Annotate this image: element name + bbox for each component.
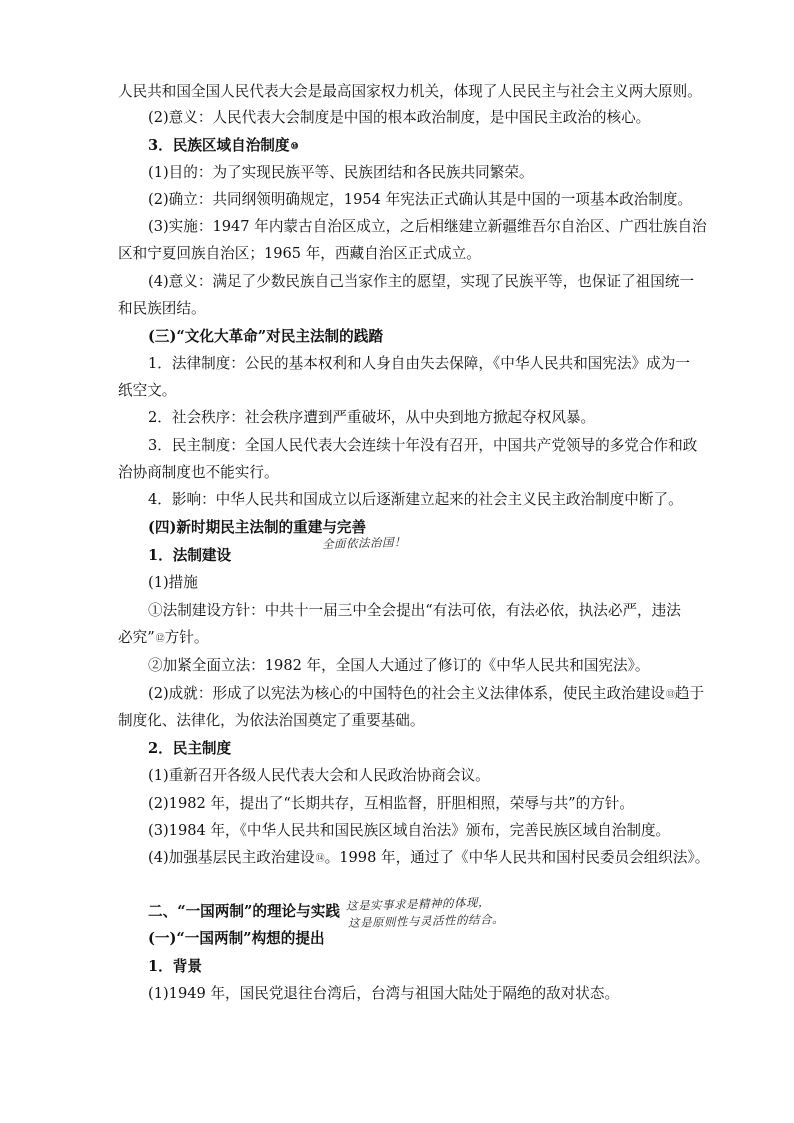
text-line-content: 2．社会秩序：社会秩序遭到严重破坏，从中央到地方掀起夺权风暴。 bbox=[148, 409, 596, 426]
text-line-content: (一)“一国两制”构想的提出 bbox=[148, 930, 325, 947]
text-line bbox=[148, 515, 754, 541]
text-line-content: 和民族团结。 bbox=[118, 300, 206, 317]
text-line-content: 制度化、法律化，为依法治国奠定了重要基础。 bbox=[118, 712, 425, 729]
text-line bbox=[148, 105, 754, 131]
text-line bbox=[148, 570, 754, 596]
text-line-content: (1)措施 bbox=[148, 574, 198, 591]
text-line-content: 3．民族区域自治制度 bbox=[148, 137, 290, 154]
text-line bbox=[148, 681, 754, 707]
text-line bbox=[118, 378, 754, 404]
text-line bbox=[118, 241, 754, 267]
text-line-content: 4．影响：中华人民共和国成立以后逐渐建立起来的社会主义民主政治制度中断了。 bbox=[148, 491, 683, 508]
text-line bbox=[118, 79, 754, 105]
annotation-marker: ⑬ bbox=[665, 690, 675, 700]
text-line bbox=[148, 653, 754, 679]
text-line bbox=[148, 160, 754, 186]
text-line bbox=[148, 845, 754, 871]
text-line bbox=[148, 133, 754, 159]
handwritten-note-line-2: 这是原则性与灵活性的结合。 bbox=[347, 911, 505, 931]
text-line-content: (1)目的：为了实现民族平等、民族团结和各民族共同繁荣。 bbox=[148, 164, 534, 181]
text-line-content: 3．民主制度：全国人民代表大会连续十年没有召开，中国共产党领导的多党合作和政 bbox=[148, 437, 698, 454]
text-line-content: (4)加强基层民主政治建设 bbox=[148, 849, 315, 866]
text-line bbox=[148, 598, 754, 624]
text-line-content: (1)重新召开各级人民代表大会和人民政治协商会议。 bbox=[148, 767, 490, 784]
text-line bbox=[148, 433, 754, 459]
text-line bbox=[148, 269, 754, 295]
text-line-content: (3)1984 年，《中华人民共和国民族区域自治法》颁布，完善民族区域自治制度。 bbox=[148, 822, 671, 839]
text-line-content: (四)新时期民主法制的重建与完善 bbox=[148, 519, 367, 536]
text-line-content: 人民共和国全国人民代表大会是最高国家权力机关，体现了人民民主与社会主义两大原则。 bbox=[118, 83, 702, 100]
handwritten-note-line-1: 这是实事求是精神的体现， bbox=[345, 895, 491, 913]
annotation-marker: ⑭ bbox=[315, 854, 325, 864]
text-line-content: 1．法制建设 bbox=[148, 547, 232, 564]
text-line-content: (2)1982 年，提出了“长期共存，互相监督，肝胆相照，荣辱与共”的方针。 bbox=[148, 795, 635, 812]
text-line bbox=[148, 187, 754, 213]
text-line bbox=[148, 791, 754, 817]
text-line-tail: 。1998 年，通过了《中华人民共和国村民委员会组织法》。 bbox=[324, 849, 710, 866]
text-line bbox=[148, 763, 754, 789]
text-line-content: (2)确立：共同纲领明确规定，1954 年宪法正式确认其是中国的一项基本政治制度。 bbox=[148, 191, 693, 208]
text-line bbox=[118, 460, 754, 486]
annotation-marker: ⑫ bbox=[155, 634, 165, 644]
text-line-content: (4)意义：满足了少数民族自己当家作主的愿望，实现了民族平等，也保证了祖国统一 bbox=[148, 273, 695, 290]
text-line bbox=[148, 954, 754, 980]
text-line-tail: 方针。 bbox=[164, 629, 209, 646]
text-line bbox=[148, 351, 754, 377]
handwritten-note-rule-of-law: 全面依法治国！ bbox=[321, 534, 407, 552]
text-line-content: 1．背景 bbox=[148, 958, 202, 975]
text-line bbox=[148, 818, 754, 844]
text-line-tail: 趋于 bbox=[674, 685, 705, 702]
text-line-content: (2)意义：人民代表大会制度是中国的根本政治制度，是中国民主政治的核心。 bbox=[148, 109, 651, 126]
text-line-content: 治协商制度也不能实行。 bbox=[118, 464, 279, 481]
text-line-content: (2)成就：形成了以宪法为核心的中国特色的社会主义法律体系，使民主政治建设 bbox=[148, 685, 665, 702]
text-line-content: 区和宁夏回族自治区；1965 年，西藏自治区正式成立。 bbox=[118, 245, 481, 262]
text-line bbox=[118, 708, 754, 734]
text-line bbox=[148, 981, 754, 1007]
text-line-content: (1)1949 年，国民党退往台湾后，台湾与祖国大陆处于隔绝的敌对状态。 bbox=[148, 985, 620, 1002]
text-line bbox=[148, 405, 754, 431]
text-line bbox=[148, 736, 754, 762]
text-line-content: (3)实施：1947 年内蒙古自治区成立，之后相继建立新疆维吾尔自治区、广西壮族自治 bbox=[148, 218, 707, 235]
text-line bbox=[118, 625, 754, 651]
annotation-marker: ⑩ bbox=[290, 142, 299, 152]
text-line-content: 1．法律制度：公民的基本权利和人身自由失去保障，《中华人民共和国宪法》成为一 bbox=[148, 355, 690, 372]
text-line bbox=[148, 324, 754, 350]
text-line bbox=[118, 296, 754, 322]
text-line bbox=[148, 487, 754, 513]
text-line-content: 二、“一国两制”的理论与实践 bbox=[148, 903, 340, 920]
text-line-content: (三)“文化大革命”对民主法制的践踏 bbox=[148, 328, 383, 345]
text-line-content: 纸空文。 bbox=[118, 382, 177, 399]
text-line bbox=[148, 926, 754, 952]
text-line-content: 必究” bbox=[118, 629, 155, 646]
text-line-content: ②加紧全面立法：1982 年，全国人大通过了修订的《中华人民共和国宪法》。 bbox=[148, 657, 650, 674]
text-line bbox=[148, 214, 754, 240]
text-line-content: 2．民主制度 bbox=[148, 740, 232, 757]
text-line bbox=[148, 543, 754, 569]
text-line-content: ①法制建设方针：中共十一届三中全会提出“有法可依，有法必依，执法必严，违法 bbox=[148, 602, 681, 619]
